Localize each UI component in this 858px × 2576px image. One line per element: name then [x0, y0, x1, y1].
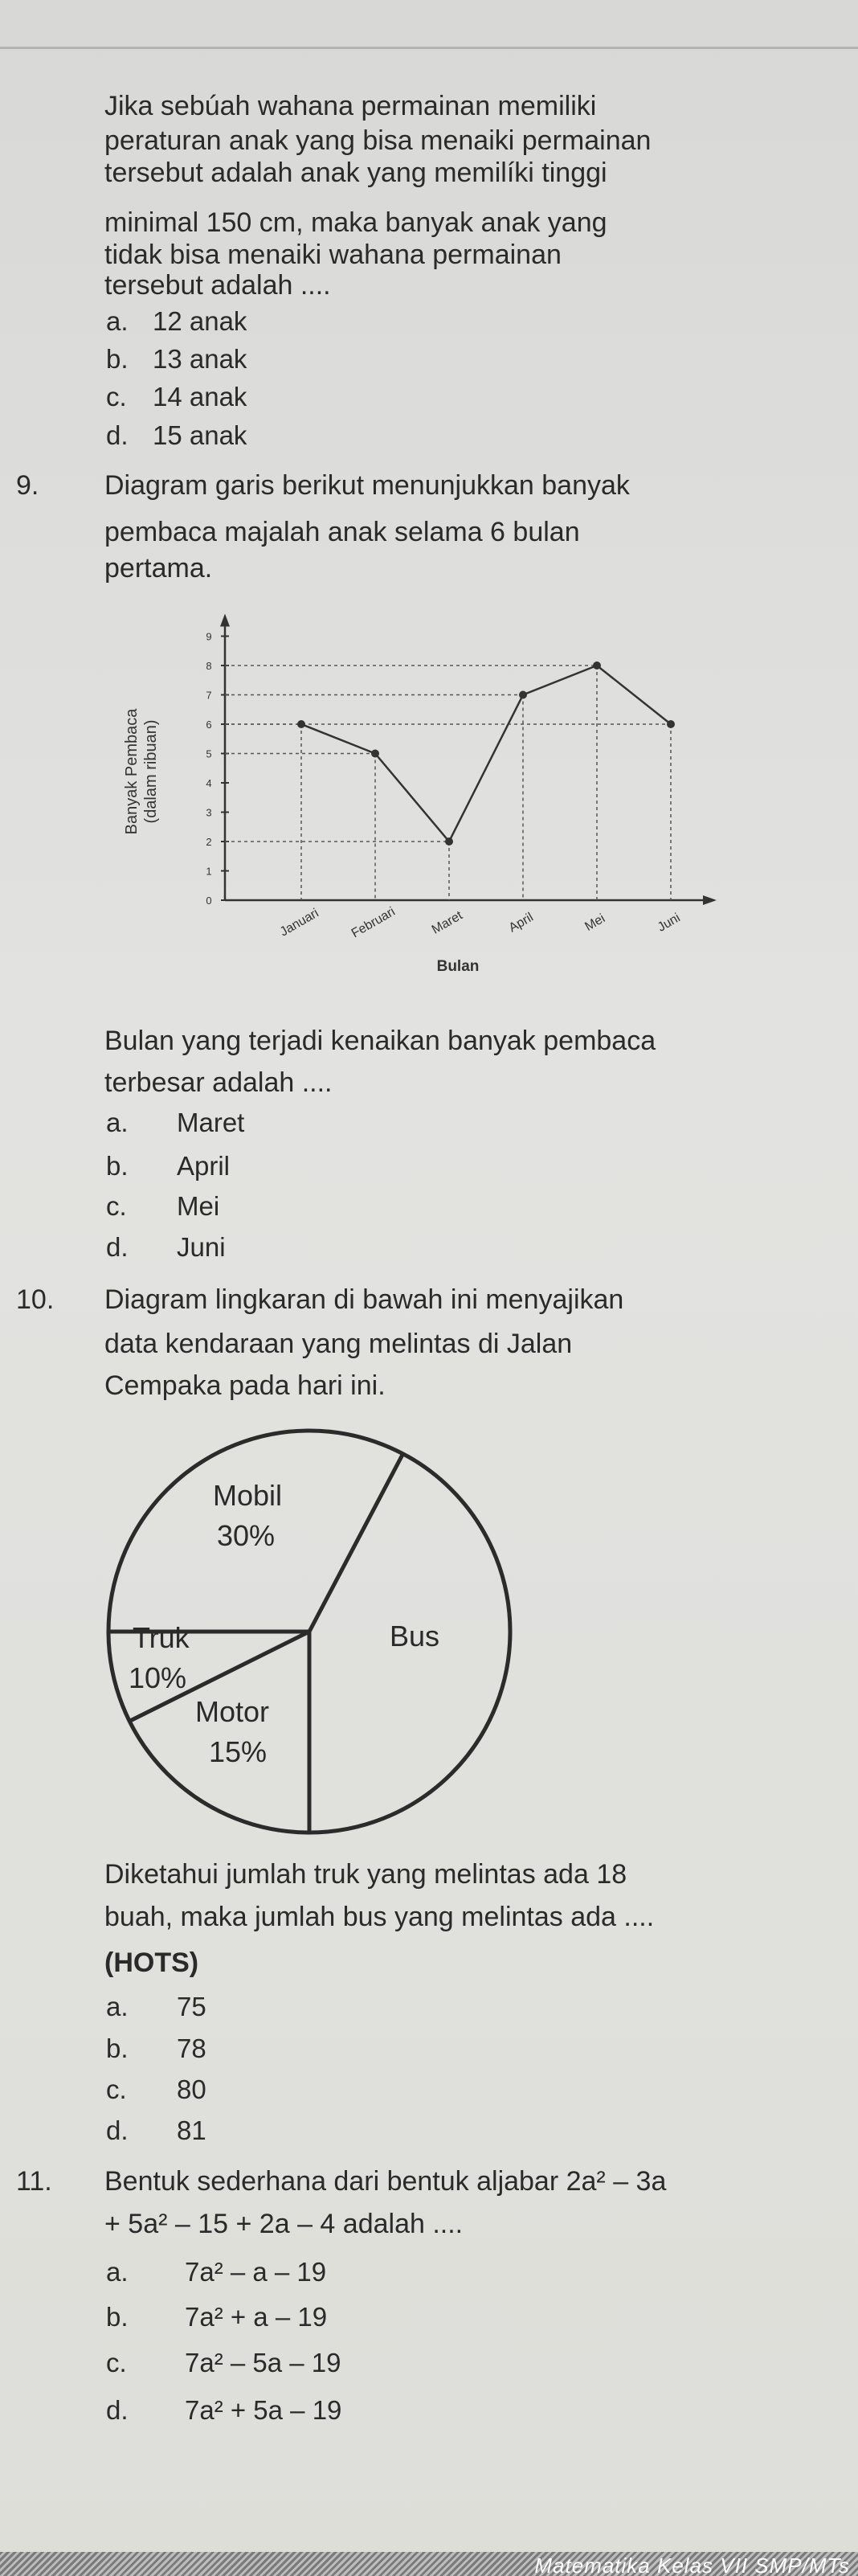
option-text: 78	[177, 2033, 206, 2063]
option-letter: a.	[106, 306, 129, 336]
x-tick-label: Juni	[655, 911, 683, 935]
x-axis-label: Bulan	[436, 958, 480, 975]
q9-question-line: Bulan yang terjadi kenaikan banyak pembaca	[104, 1026, 656, 1056]
option-letter: b.	[106, 2033, 129, 2063]
y-tick-label: 5	[206, 747, 212, 760]
option-text: Juni	[177, 1232, 226, 1262]
y-axis-arrow	[220, 614, 230, 627]
question-number: 9.	[16, 470, 39, 501]
option-letter: c.	[106, 1191, 127, 1221]
data-point	[445, 838, 453, 846]
pie-label-truk-percent: 10%	[129, 1661, 187, 1694]
q11-line: Bentuk sederhana dari bentuk aljabar 2a² – 3a	[104, 2166, 667, 2197]
option-letter: b.	[106, 1151, 129, 1181]
y-tick-label: 3	[206, 806, 212, 819]
option-text: Maret	[177, 1108, 245, 1137]
y-tick-label: 8	[206, 660, 212, 672]
option-letter: c.	[106, 2074, 127, 2104]
data-point	[593, 661, 601, 670]
x-axis-arrow	[703, 895, 717, 905]
data-point	[371, 750, 379, 758]
pie-label-truk: Truk	[133, 1621, 190, 1654]
option-text: 12 anak	[153, 306, 247, 336]
q8-line: tersebut adalah anak yang memilíki tinggi	[104, 158, 607, 188]
option-letter: d.	[106, 1232, 129, 1262]
q9-line: Diagram garis berikut menunjukkan banyak	[104, 470, 630, 501]
pie-chart	[96, 1423, 522, 1849]
hots-label: (HOTS)	[104, 1947, 199, 1978]
q10-line: data kendaraan yang melintas di Jalan	[104, 1329, 573, 1359]
option-text: 14 anak	[153, 382, 247, 412]
q8-line: Jika sebúah wahana permainan memiliki	[104, 91, 597, 121]
y-tick-label: 9	[206, 630, 212, 643]
data-point	[667, 720, 675, 728]
q10-after-line: buah, maka jumlah bus yang melintas ada ....	[104, 1902, 655, 1932]
q8-line: peraturan anak yang bisa menaiki permainan	[104, 125, 652, 156]
option-letter: a.	[106, 1992, 129, 2021]
question-number: 10.	[16, 1284, 55, 1315]
pie-label-motor-percent: 15%	[209, 1735, 268, 1768]
option-letter: a.	[106, 2257, 129, 2287]
y-tick-label: 7	[206, 689, 212, 702]
x-tick-label: Januari	[277, 906, 321, 940]
footer-band	[0, 2552, 858, 2576]
option-letter: c.	[106, 2348, 127, 2377]
data-point	[519, 691, 527, 699]
y-axis-label: Banyak Pembaca (dalam ribuan)	[123, 708, 160, 835]
option-text: 81	[177, 2115, 206, 2145]
q8-line: minimal 150 cm, maka banyak anak yang	[104, 207, 607, 238]
question-number: 11.	[16, 2166, 52, 2197]
q10-line: Diagram lingkaran di bawah ini menyajikan	[104, 1284, 624, 1315]
q10-line: Cempaka pada hari ini.	[104, 1370, 386, 1401]
q11-line: + 5a² – 15 + 2a – 4 adalah ....	[104, 2209, 464, 2239]
option-text: 7a² + 5a – 19	[185, 2395, 342, 2425]
y-tick-label: 2	[206, 836, 212, 848]
line-chart	[112, 611, 739, 1005]
option-text: 7a² – 5a – 19	[185, 2348, 341, 2377]
option-text: 80	[177, 2074, 206, 2104]
pie-label-mobil: Mobil	[213, 1479, 283, 1512]
q9-question-line: terbesar adalah ....	[104, 1067, 333, 1098]
top-divider	[0, 47, 858, 49]
option-text: 13 anak	[153, 344, 247, 374]
option-letter: d.	[106, 420, 129, 450]
x-tick-label: Maret	[429, 908, 465, 937]
data-point	[297, 720, 305, 728]
option-letter: a.	[106, 1108, 129, 1137]
q9-line: pembaca majalah anak selama 6 bulan	[104, 517, 580, 547]
pie-label-bus: Bus	[390, 1620, 440, 1652]
option-text: Mei	[177, 1191, 220, 1221]
pie-label-mobil-percent: 30%	[217, 1519, 276, 1552]
y-tick-label: 6	[206, 719, 212, 731]
x-tick-label: Februari	[349, 904, 398, 941]
option-text: 7a² – a – 19	[185, 2257, 327, 2287]
x-tick-label: April	[506, 910, 536, 936]
option-text: April	[177, 1151, 231, 1181]
option-text: 15 anak	[153, 420, 247, 450]
pie-divider-mobil-bus	[309, 1453, 403, 1632]
option-text: 75	[177, 1992, 206, 2021]
q8-line: tersebut adalah ....	[104, 270, 331, 301]
option-letter: b.	[106, 344, 129, 374]
option-text: 7a² + a – 19	[185, 2302, 328, 2332]
y-tick-label: 1	[206, 865, 212, 878]
y-tick-label: 4	[206, 777, 212, 789]
y-tick-label: 0	[206, 895, 212, 907]
option-letter: c.	[106, 382, 127, 412]
q10-after-line: Diketahui jumlah truk yang melintas ada 18	[104, 1859, 627, 1890]
pie-label-motor: Motor	[195, 1695, 270, 1728]
option-letter: b.	[106, 2302, 129, 2332]
option-letter: d.	[106, 2115, 129, 2145]
q8-line: tidak bisa menaiki wahana permainan	[104, 240, 562, 270]
x-tick-label: Mei	[582, 911, 608, 934]
q9-line: pertama.	[104, 553, 213, 584]
footer-text: Matematika Kelas VII SMP/MTs	[534, 2553, 850, 2576]
option-letter: d.	[106, 2395, 129, 2425]
